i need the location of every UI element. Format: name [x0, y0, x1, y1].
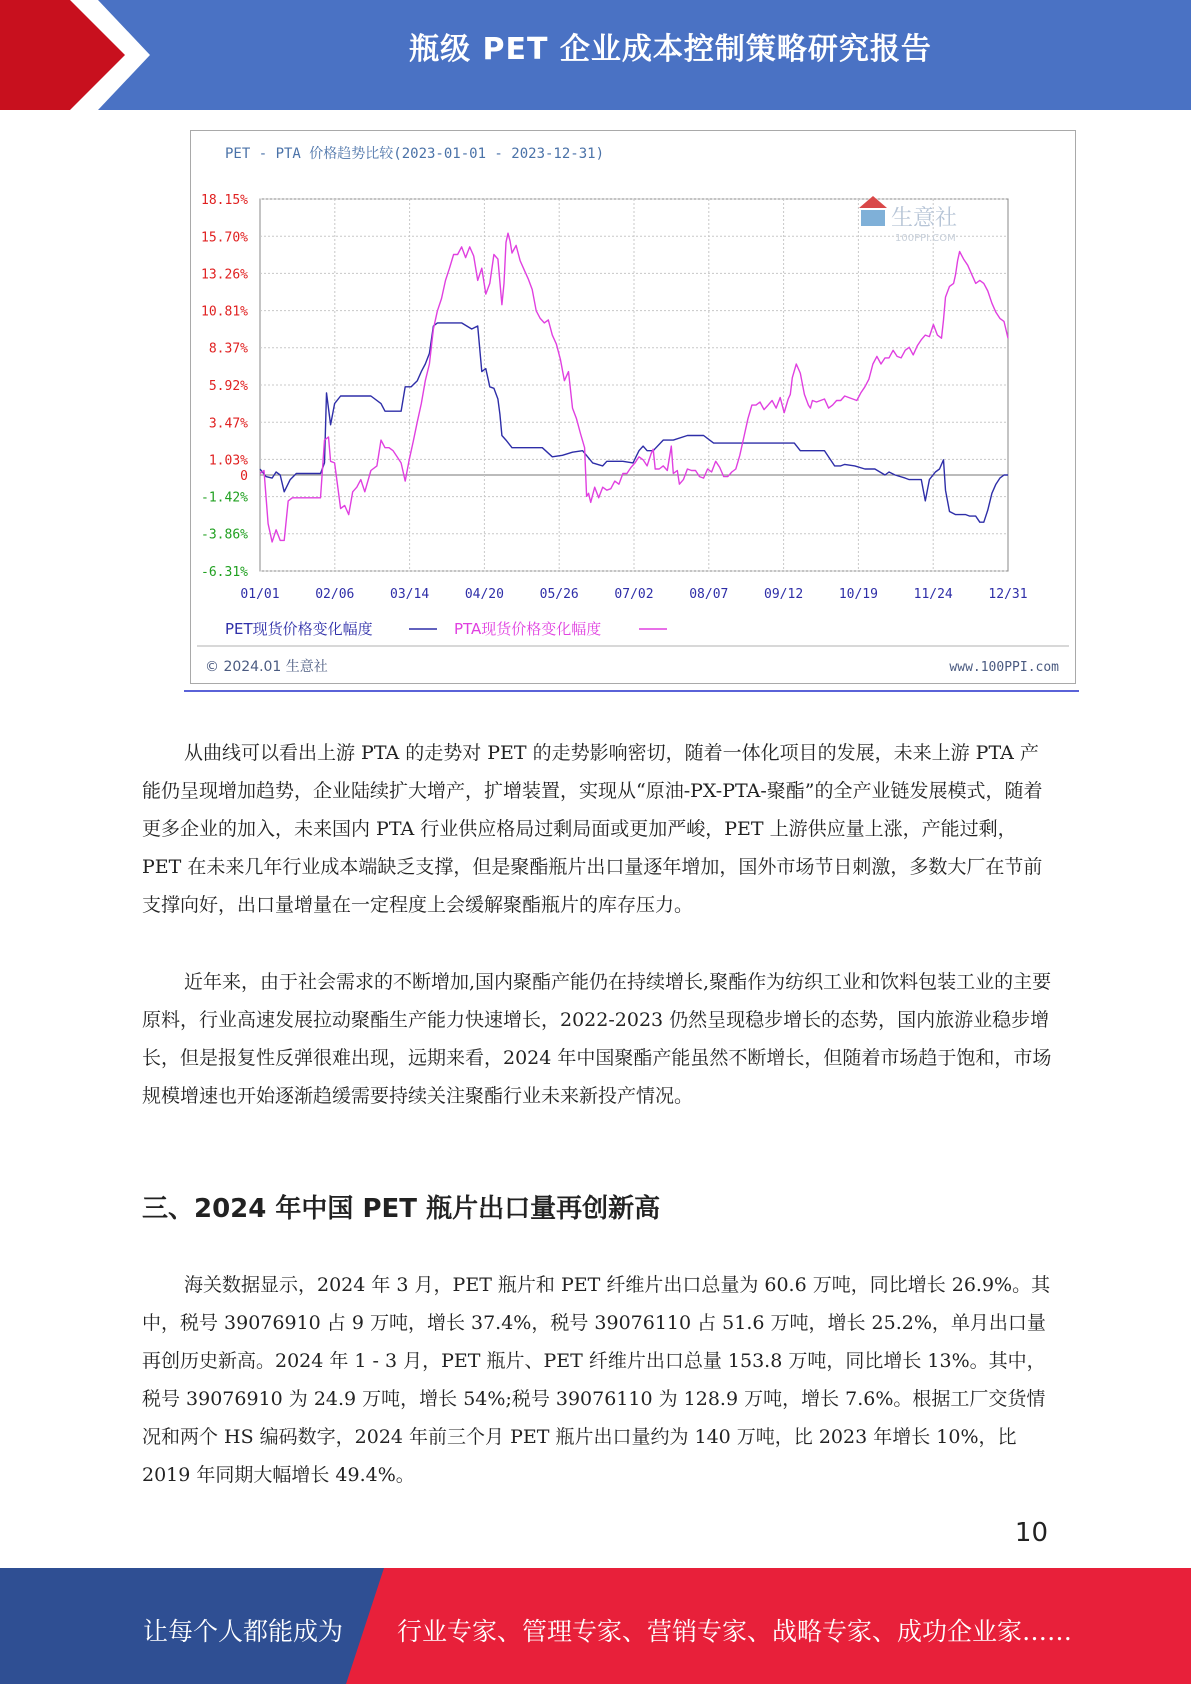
page-number: 10	[1014, 1518, 1048, 1548]
x-tick-label: 03/14	[390, 587, 430, 602]
x-tick-label: 05/26	[539, 587, 579, 602]
paragraph-pta-influence: 从曲线可以看出上游 PTA 的走势对 PET 的走势影响密切，随着一体化项目的发展，未来上游 PTA 产能仍呈现增加趋势，企业陆续扩大增产，扩增装置，实现从“原油-PX-PTA-聚酯”的全产业链发展模式，随着更多企业的加入，未来国内 PTA 行业供应格局过剩局面或更加严峻，PET 上游供应量上涨，产能过剩，PET 在未来几年行业成本端缺乏支撑，但是聚酯瓶片出口量逐年增加，国外市场节日刺激，多数大厂在节前支撑向好，出口量增量在一定程度上会缓解聚酯瓶片的库存压力。	[142, 742, 1043, 916]
footer-slogan-left: 让每个人都能成为	[143, 1617, 344, 1646]
x-tick-label: 01/01	[240, 587, 280, 602]
legend-pta-label: PTA现货价格变化幅度	[454, 620, 602, 638]
header-red-chevron	[0, 0, 150, 110]
y-tick-label: 15.70%	[201, 230, 248, 246]
y-tick-label: -6.31%	[201, 565, 248, 580]
watermark-subtext: 100PPI.COM	[895, 233, 956, 244]
chart-x-axis	[240, 587, 1027, 602]
x-tick-label: 09/12	[764, 587, 804, 602]
chart-legend	[225, 620, 667, 638]
chart-underline	[184, 690, 1079, 692]
y-tick-label: 10.81%	[201, 304, 248, 320]
paragraph-customs-data: 海关数据显示，2024 年 3 月，PET 瓶片和 PET 纤维片出口总量为 60.6 万吨，同比增长 26.9%。其中，税号 39076910 占 9 万吨，增长 37.4%，税号 39076110 占 51.6 万吨，增长 25.2%，单月出口量再创历史新高。2024 年 1 - 3 月，PET 瓶片、PET 纤维片出口总量 153.8 万吨，同比增长 13%。其中，税号 39076910 为 24.9 万吨，增长 54%;税号 39076110 为 128.9 万吨，增长 7.6%。根据工厂交货情况和两个 HS 编码数字，2024 年前三个月 PET 瓶片出口量约为 140 万吨，比 2023 年增长 10%，比 2019 年同期大幅增长 49.4%。	[142, 1274, 1051, 1486]
chart-y-axis	[201, 193, 248, 580]
y-tick-label: -1.42%	[201, 490, 248, 506]
watermark-text: 生意社	[891, 206, 958, 231]
document-title: 瓶级 PET 企业成本控制策略研究报告	[409, 32, 932, 67]
x-tick-label: 04/20	[464, 587, 504, 602]
y-tick-label: 18.15%	[201, 193, 248, 208]
watermark-roof-icon	[859, 196, 887, 208]
y-tick-label: -3.86%	[201, 527, 248, 543]
section-heading: 三、2024 年中国 PET 瓶片出口量再创新高	[142, 1194, 661, 1224]
chart-copyright: © 2024.01 生意社	[205, 659, 328, 675]
footer-slogan-right: 行业专家、管理专家、营销专家、战略专家、成功企业家……	[397, 1617, 1073, 1646]
watermark-logo	[859, 196, 957, 244]
y-tick-label: 1.03%	[208, 453, 248, 469]
x-tick-label: 02/06	[315, 587, 355, 602]
legend-pet-label: PET现货价格变化幅度	[225, 620, 373, 638]
x-tick-label: 08/07	[689, 587, 729, 602]
chart-svg	[191, 131, 1075, 683]
chart-source-url: www.100PPI.com	[949, 660, 1059, 675]
price-trend-chart	[190, 130, 1076, 684]
y-tick-label: 8.37%	[208, 341, 248, 357]
x-tick-label: 10/19	[838, 587, 878, 602]
chart-grid	[260, 199, 1008, 571]
chart-title: PET - PTA 价格趋势比较(2023-01-01 - 2023-12-31)	[225, 146, 605, 162]
x-tick-label: 07/02	[614, 587, 654, 602]
watermark-building-icon	[861, 210, 885, 226]
y-tick-label: 3.47%	[208, 416, 248, 432]
paragraph-polyester-growth: 近年来，由于社会需求的不断增加,国内聚酯产能仍在持续增长,聚酯作为纺织工业和饮料包装工业的主要原料，行业高速发展拉动聚酯生产能力快速增长，2022-2023 仍然呈现稳步增长的态势，国内旅游业稳步增长，但是报复性反弹很难出现，远期来看，2024 年中国聚酯产能虽然不断增长，但随着市场趋于饱和，市场规模增速也开始逐渐趋缓需要持续关注聚酯行业未来新投产情况。	[142, 971, 1052, 1107]
x-tick-label: 12/31	[988, 587, 1028, 602]
y-tick-label: 5.92%	[208, 379, 248, 394]
y-tick-label: 0	[240, 469, 248, 485]
x-tick-label: 11/24	[913, 587, 953, 602]
y-tick-label: 13.26%	[201, 267, 248, 283]
